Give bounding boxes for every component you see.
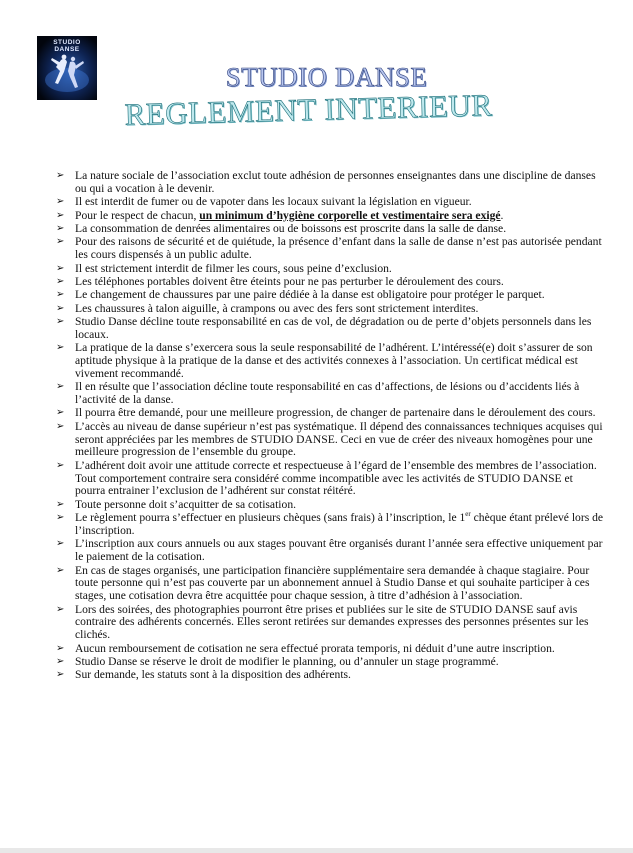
list-item: [56, 460, 604, 498]
list-item: [56, 643, 604, 656]
arrow-bullet-icon: ➢: [56, 196, 65, 208]
arrow-bullet-icon: ➢: [56, 302, 65, 314]
list-item: [56, 407, 604, 420]
list-item: [56, 263, 604, 276]
rule-text: Aucun remboursement de cotisation ne sera effectué prorata temporis, ni déduit d’une autre inscription.: [75, 641, 555, 655]
arrow-bullet-icon: ➢: [56, 655, 65, 667]
arrow-bullet-icon: ➢: [56, 512, 65, 524]
arrow-bullet-icon: ➢: [56, 407, 65, 419]
logo-text-line2: DANSE: [54, 46, 80, 53]
arrow-bullet-icon: ➢: [56, 642, 65, 654]
rule-text: En cas de stages organisés, une participation financière supplémentaire sera demandée à chaque stagiaire. Pour toute personne qui n’est pas couverte par un abonnement annuel à Studio Danse et qui souhaite participer à ces stages, une cotisation devra être acquittée pour chaque session, à titre d’adhésion à l’association.: [75, 563, 590, 603]
list-item: [56, 604, 604, 642]
logo-text-line1: STUDIO: [53, 39, 81, 46]
list-item: [56, 499, 604, 512]
list-item: [56, 196, 604, 209]
rule-text: L’adhérent doit avoir une attitude correcte et respectueuse à l’égard de l’ensemble des membres de l’association. Tout comportement contraire sera considéré comme incompatible avec les activités de STUDIO DANSE et pourra entrainer l’exclusion de l’adhérent sur constat réitéré.: [75, 458, 597, 498]
list-item: [56, 342, 604, 380]
title-studio-danse: STUDIO DANSE: [225, 62, 428, 92]
rule-text: Sur demande, les statuts sont à la disposition des adhérents.: [75, 668, 351, 682]
list-item: [56, 669, 604, 682]
arrow-bullet-icon: ➢: [56, 316, 65, 328]
rule-text: La nature sociale de l’association exclut toute adhésion de personnes enseignantes dans une discipline de danses ou qui a vocation à le devenir.: [75, 169, 596, 195]
rule-text: Il est strictement interdit de filmer les cours, sous peine d’exclusion.: [75, 261, 392, 275]
arrow-bullet-icon: ➢: [56, 538, 65, 550]
rule-text: Studio Danse décline toute responsabilité en cas de vol, de dégradation ou de perte d’objets personnels dans les locaux.: [75, 315, 592, 341]
arrow-bullet-icon: ➢: [56, 603, 65, 615]
rule-text: Le changement de chaussures par une paire dédiée à la danse est obligatoire pour protéger le parquet.: [75, 288, 545, 302]
arrow-bullet-icon: ➢: [56, 420, 65, 432]
list-item: [56, 421, 604, 459]
rules-list: [56, 170, 604, 683]
list-item: [56, 303, 604, 316]
arrow-bullet-icon: ➢: [56, 275, 65, 287]
arrow-bullet-icon: ➢: [56, 459, 65, 471]
list-item: [56, 223, 604, 236]
rule-text: Il est interdit de fumer ou de vapoter dans les locaux suivant la législation en vigueur.: [75, 195, 472, 209]
page-bottom-edge: [0, 848, 633, 853]
rule-text: Toute personne doit s’acquitter de sa cotisation.: [75, 497, 297, 511]
rule-text: La pratique de la danse s’exercera sous la seule responsabilité de l’adhérent. L’intéressé(e) doit s’assurer de son aptitude physique à la pratique de la danse et des activités connexes à l’association. Un certificat médical est vivement recommandé.: [75, 341, 593, 380]
list-item: [56, 289, 604, 302]
arrow-bullet-icon: ➢: [56, 342, 65, 354]
rule-text: Il en résulte que l’association décline toute responsabilité en cas d’affections, de lésions ou d’accidents liés à l’activité de la danse.: [75, 380, 580, 407]
list-item: [56, 170, 604, 196]
rule-text-end: chèque étant prélevé lors de l’inscription.: [75, 511, 604, 538]
rule-text: Il pourra être demandé, pour une meilleure progression, de changer de partenaire dans le déroulement des cours.: [75, 406, 596, 420]
rule-text: Lors des soirées, des photographies pourront être prises et publiées sur le site de STUDIO DANSE sauf avis contraire des adhérents concernés. Elles seront retirées sur demandes expresses des personnes présentes sur les clichés.: [75, 602, 589, 642]
rule-emphasis: un minimum d’hygiène corporelle et vestimentaire sera exigé: [199, 208, 501, 222]
list-item: [56, 276, 604, 289]
rule-text-end: .: [500, 208, 504, 222]
list-item: [56, 236, 604, 262]
title-reglement-interieur: REGLEMENT INTERIEUR: [124, 87, 493, 132]
rule-text: Les chaussures à talon aiguille, à crampons ou avec des fers sont strictement interdites.: [75, 301, 479, 315]
arrow-bullet-icon: ➢: [56, 289, 65, 301]
list-item: [56, 656, 604, 669]
rule-text: Le règlement pourra s’effectuer en plusieurs chèques (sans frais) à l’inscription, le 1: [75, 511, 466, 525]
rule-superscript: er: [465, 510, 471, 519]
rule-text: Pour le respect de chacun,: [75, 208, 200, 222]
arrow-bullet-icon: ➢: [56, 222, 65, 234]
arrow-bullet-icon: ➢: [56, 209, 65, 221]
rule-text: L’inscription aux cours annuels ou aux stages pouvant être organisés durant l’année sera effective uniquement par le paiement de la cotisation.: [75, 537, 603, 564]
rule-text: Pour des raisons de sécurité et de quiétude, la présence d’enfant dans la salle de danse n’est pas autorisée pendant les cours dispensés à un public adulte.: [75, 235, 602, 262]
list-item: [56, 512, 604, 538]
rule-text: L’accès au niveau de danse supérieur n’est pas systématique. Il dépend des connaissances techniques acquises qui seront appréciées par les membres de STUDIO DANSE. Ceci en vue de créer des niveaux homogènes pour une meilleure progression de l’ensemble du groupe.: [75, 419, 603, 459]
arrow-bullet-icon: ➢: [56, 669, 65, 681]
arrow-bullet-icon: ➢: [56, 564, 65, 576]
rule-text: Studio Danse se réserve le droit de modifier le planning, ou d’annuler un stage programmé.: [75, 654, 499, 668]
list-item: [56, 565, 604, 603]
arrow-bullet-icon: ➢: [56, 381, 65, 393]
arrow-bullet-icon: ➢: [56, 236, 65, 248]
list-item: [56, 210, 604, 223]
arrow-bullet-icon: ➢: [56, 262, 65, 274]
list-item: [56, 316, 604, 342]
rule-text: Les téléphones portables doivent être éteints pour ne pas perturber le déroulement des cours.: [75, 274, 504, 288]
list-item: [56, 538, 604, 564]
rule-text: La consommation de denrées alimentaires ou de boissons est proscrite dans la salle de danse.: [75, 221, 507, 235]
arrow-bullet-icon: ➢: [56, 170, 65, 181]
list-item: [56, 381, 604, 407]
arrow-bullet-icon: ➢: [56, 498, 65, 510]
